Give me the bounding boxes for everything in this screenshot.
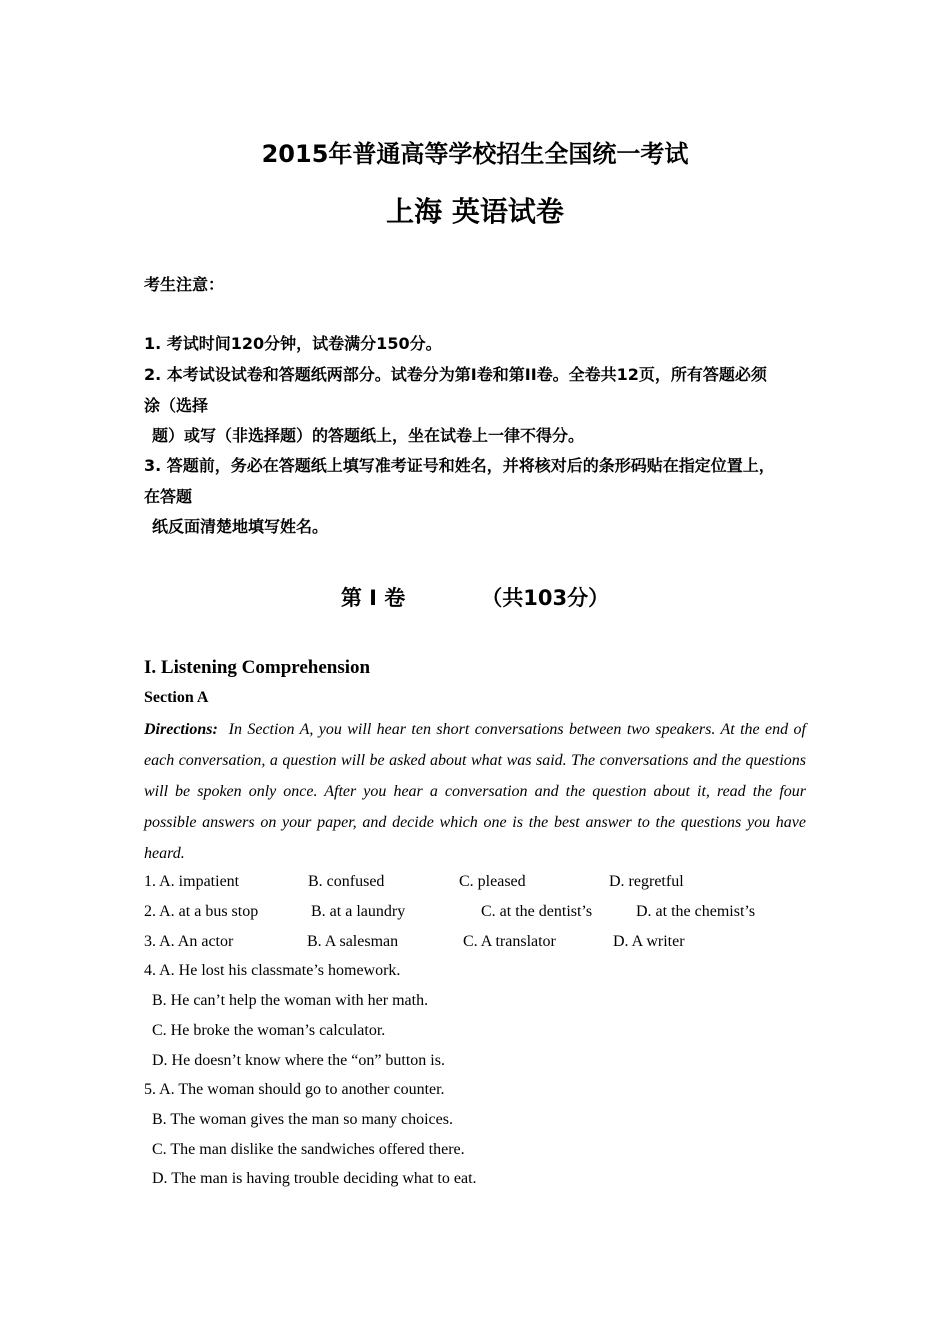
option: D. The man is having trouble deciding what to eat. xyxy=(152,1170,477,1187)
option: B. confused xyxy=(308,873,385,890)
question-item xyxy=(144,903,258,921)
option: A. The woman should go to another counter. xyxy=(159,1081,445,1098)
notice-line: 涂（选择 xyxy=(144,396,209,415)
question-number: 5. xyxy=(144,1081,156,1098)
directions xyxy=(144,714,806,869)
notice-line: 纸反面清楚地填写姓名。 xyxy=(152,517,329,536)
option: C. The man dislike the sandwiches offered there. xyxy=(152,1141,465,1158)
subsection-title: Section A xyxy=(144,689,209,706)
option: B. at a laundry xyxy=(311,903,406,920)
option: C. at the dentist’s xyxy=(481,903,593,920)
notice-line: 在答题 xyxy=(144,487,193,506)
option: D. A writer xyxy=(613,933,685,950)
section-title: I. Listening Comprehension xyxy=(144,657,371,678)
notice-line: 题）或写（非选择题）的答题纸上，坐在试卷上一律不得分。 xyxy=(152,426,585,445)
option: B. A salesman xyxy=(307,933,399,950)
notice-line: 2. 本考试设试卷和答题纸两部分。试卷分为第I卷和第II卷。全卷共12页，所有答题必须 xyxy=(144,365,767,384)
option: B. He can’t help the woman with her math. xyxy=(152,992,429,1009)
option: A. He lost his classmate’s homework. xyxy=(159,962,401,979)
question-number: 2. xyxy=(144,903,156,920)
option: A. An actor xyxy=(159,933,234,950)
option: A. at a bus stop xyxy=(159,903,259,920)
question-number: 1. xyxy=(144,873,156,890)
option: D. He doesn’t know where the “on” button is. xyxy=(152,1052,445,1069)
option: A. impatient xyxy=(159,873,240,890)
question-item xyxy=(144,1081,445,1099)
question-item xyxy=(144,962,400,980)
volume-points: （共103分） xyxy=(481,586,610,610)
option: C. pleased xyxy=(459,873,526,890)
exam-title: 2015年普通高等学校招生全国统一考试 xyxy=(261,140,689,168)
question-item xyxy=(144,933,233,951)
exam-subtitle: 上海 英语试卷 xyxy=(386,195,564,228)
directions-text: In Section A, you will hear ten short conversations between two speakers. At the end of each conversation, a question will be asked about what was said. The conversations and the questions will be spoken only once. After you hear a conversation and the question about it, read the four possible answers on your paper, and decide which one is the best answer to the questions you have heard. xyxy=(144,721,806,862)
notice-line: 1. 考试时间120分钟，试卷满分150分。 xyxy=(144,334,442,353)
question-item xyxy=(144,873,239,891)
option: C. He broke the woman’s calculator. xyxy=(152,1022,386,1039)
notice-heading: 考生注意： xyxy=(144,275,225,294)
volume-label: 第 I 卷 xyxy=(340,586,406,610)
option: B. The woman gives the man so many choices. xyxy=(152,1111,453,1128)
directions-label: Directions: xyxy=(144,721,218,738)
option: D. at the chemist’s xyxy=(636,903,756,920)
notice-line: 3. 答题前，务必在答题纸上填写准考证号和姓名，并将核对后的条形码贴在指定位置上， xyxy=(144,456,775,475)
option: D. regretful xyxy=(609,873,684,890)
question-number: 3. xyxy=(144,933,156,950)
question-number: 4. xyxy=(144,962,156,979)
volume-heading xyxy=(0,582,950,612)
option: C. A translator xyxy=(463,933,556,950)
